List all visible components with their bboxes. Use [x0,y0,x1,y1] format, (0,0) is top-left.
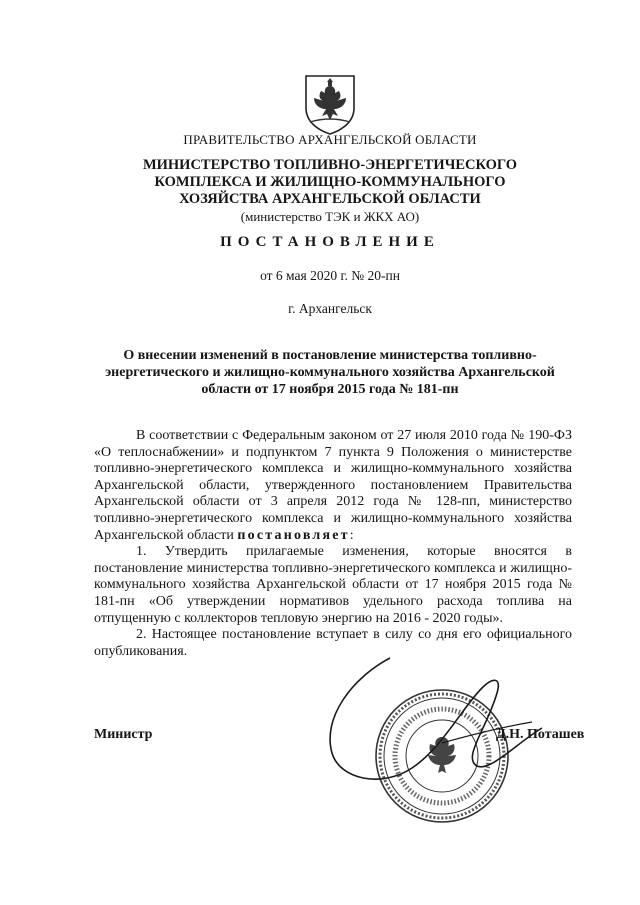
item-2-paragraph: 2. Настоящее постановление вступает в силу со дня его официального опубликования. [94,627,572,659]
ministry-line-1: МИНИСТЕРСТВО ТОПЛИВНО-ЭНЕРГЕТИЧЕСКОГО [142,157,518,173]
signatory-name: Д.Н. Поташев [496,727,585,742]
ministry-name [60,157,600,225]
coat-of-arms-icon [300,72,360,136]
preamble-paragraph [94,428,572,544]
decree-title: ПОСТАНОВЛЕНИЕ [220,234,440,250]
decides-colon: : [349,527,354,543]
government-name: ПРАВИТЕЛЬСТВО АРХАНГЕЛЬСКОЙ ОБЛАСТИ [183,132,477,147]
decree-city: г. Архангельск [288,301,372,316]
signatory-position: Министр [94,727,153,742]
item-1-paragraph: 1. Утвердить прилагаемые изменения, которые вносятся в постановление министерства топливно-энергетического комплекса и жилищно-коммунального хозяйства Архангельской области от 17 ноября 2015 года № 181-пн «Об утверждении нормативов удельного расхода топлива на отпущенную с коллекторов тепловую энергию на 2016 - 2020 годы». [94,544,572,626]
ministry-line-2: КОМПЛЕКСА И ЖИЛИЩНО-КОММУНАЛЬНОГО [154,174,506,190]
decides-word: постановляет [237,527,350,543]
ministry-abbreviation: (министерство ТЭК и ЖКХ АО) [240,209,420,224]
ministry-line-3: ХОЗЯЙСТВА АРХАНГЕЛЬСКОЙ ОБЛАСТИ [179,191,481,207]
preamble-text: В соответствии с Федеральным законом от 27 июля 2010 года № 190-ФЗ «О теплоснабжении» и подпунктом 7 пункта 9 Положения о министерстве топливно-энергетического комплекса и жилищно-коммунального хозяйства Архангельской области, утвержденного постановлением Правительства Архангельской области от 3 апреля 2012 года № 128-пп, министерство топливно-энергетического комплекса и жилищно-коммунального хозяйства Архангельской области [94,428,572,543]
decree-subject: О внесении изменений в постановление министерства топливно-энергетического и жилищно-коммунального хозяйства Архангельской области от 17 ноября 2015 года № 181-пн [105,348,555,397]
decree-body [94,428,572,660]
handwritten-signature-icon [292,648,552,798]
decree-date-number: от 6 мая 2020 г. № 20-пн [260,268,400,283]
